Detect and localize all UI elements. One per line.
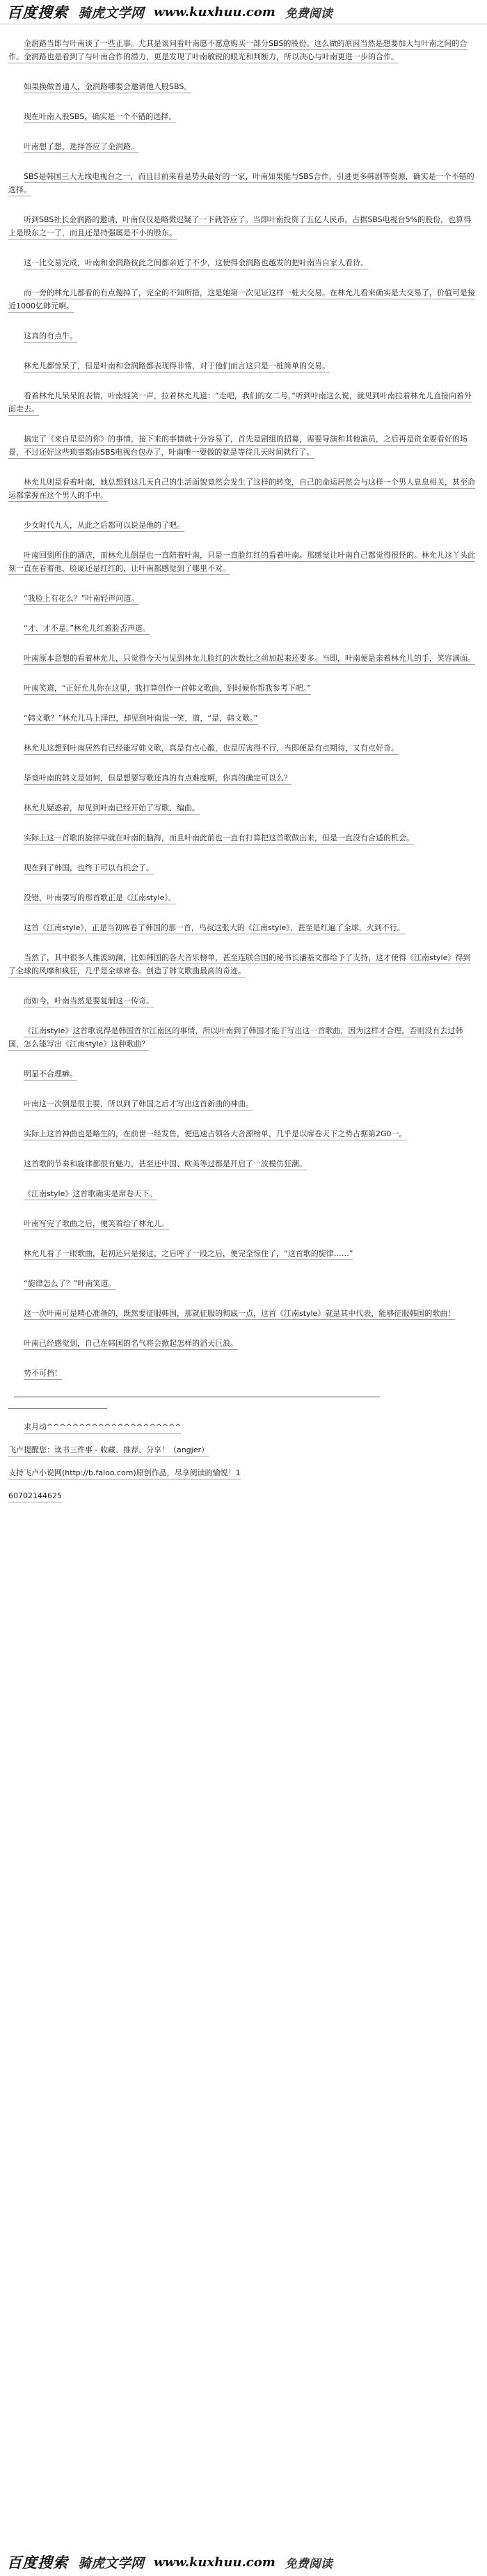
- paragraph: 叶南笑道，“正好允儿你在这里，我打算创作一首韩文歌曲，到时候你帮我参考下吧。”: [24, 684, 311, 693]
- paragraph: 叶南写完了歌曲之后，便笑着给了林允儿。: [24, 1219, 169, 1228]
- paragraph: 毕竟叶南的韩文是如何，但是想要写歌还真的有点难度啊，你真的确定可以么？: [24, 773, 292, 783]
- banner-brand-2: 骑虎文学网: [78, 5, 145, 21]
- paragraph: 这一比交易完成，叶南和金润路彼此之间都亲近了不少，这使得金润路也越发的把叶南当自家人看待。: [24, 258, 368, 267]
- chapter-content: [0, 37, 487, 1502]
- paragraph: “韩文歌？”林允儿马上泽巴，却见到叶南说一笑，道，“是，韩文歌。”: [24, 714, 258, 723]
- banner-brand-3: 免费阅读: [285, 2557, 333, 2571]
- paragraph: 看着林允儿呆呆的表情，叶南轻笑一声，拉着林允儿道：“走吧，我们的女二号，”听到叶南这么说，就见到叶南拉着林允儿直接向着外面走去。: [8, 391, 472, 414]
- paragraph: 实际上这首神曲也是略生的，在前世一经发售，便迅速占领各大音源榜单，几乎是以席卷天下之势占据第2G0一。: [24, 1129, 407, 1138]
- banner-brand-3: 免费阅读: [285, 6, 333, 21]
- paragraph: 而如今，叶南当然是要复制这一传奇。: [24, 996, 154, 1005]
- site-banner-bottom-wrapper: [0, 2550, 487, 2574]
- paragraph: 叶南想了想，选择答应了金润路。: [24, 142, 138, 151]
- document-code: 60702144625: [8, 1491, 62, 1500]
- paragraph: 叶南已经感觉到，自己在韩国的名气将会掀起怎样的滔天巨浪。: [24, 1339, 238, 1348]
- reading-reminder: 飞卢提醒您：读书三件事 - 收藏、推荐、分享！（angjer）: [8, 1445, 209, 1454]
- banner-site-url[interactable]: www.kuxhuu.com: [154, 2554, 276, 2570]
- paragraph: 如果换做普通人，金润路哪要会邀请他人股SBS。: [24, 82, 192, 91]
- paragraph: 实际上这一首歌的旋律早就在叶南的脑海，而且叶南此前也一直有打算把这首歌做出来，但是一直没有合适的机会。: [24, 833, 414, 842]
- paragraph: 少女时代九人，从此之后都可以说是他的了吧。: [24, 521, 184, 530]
- paragraph: 林允儿疑惑着，却见到叶南已经开始了写歌、编曲。: [24, 803, 200, 812]
- paragraph: 叶南回到所住的酒店，而林允儿倒是也一直陪着叶南，只是一直脸红红的看着叶南。那感觉让叶南自己都觉得很怪的。林允儿这丫头此刻一直在看着他，脸庞还是红红的，让叶南都感觉到了哪里不对。: [8, 551, 475, 573]
- paragraph: 林允儿这想到叶南居然有已经能写韩文歌，真是有点心酸，也是厉害得不行，当即便是有点期待，又有点好奇。: [24, 744, 399, 753]
- paragraph: 《江南style》这首歌说得是韩国首尔江南区的事情，所以叶南到了韩国才能于写出这一首歌曲，因为这样才合理，否则没有去过韩国，怎么能写出《江南style》这种歌曲？: [8, 1026, 463, 1049]
- paragraph: 《江南style》这首歌确实是席卷天下。: [24, 1189, 157, 1198]
- site-banner-bottom: [0, 2550, 487, 2574]
- paragraph: 这一次叶南可是精心准备的，既然要征服韩国，那就征服的彻底一点，这首《江南style》就是其中代表，能够征服韩国的歌曲！: [24, 1309, 456, 1318]
- paragraph: 林允儿都惊呆了，但是叶南和金润路都表现得非常，对于他们而言这只是一桩简单的交易。: [24, 361, 330, 370]
- site-banner-top: [0, 0, 487, 24]
- chapter-end-mark: 求月动^^^^^^^^^^^^^^^^^^^^^: [24, 1422, 182, 1431]
- paragraph: 这首《江南style》，正是当初席卷了韩国的那一首，鸟叔这张大的《江南style》，甚至是红遍了全球，火到不行。: [24, 923, 405, 932]
- paragraph: 林允儿看了一眼歌曲，起初还只是接过，之后呼了一段之后，便完全惊住了，“这首歌的旋律……”: [24, 1249, 353, 1258]
- paragraph: 听到SBS社长金润路的邀请，叶南仅仅是略微迟疑了一下就答应了。当即叶南投资了五亿人民币，占据SBS电视台5%的股份，也算得上是股东之一了，而且还是持强属是不小的股东。: [8, 215, 472, 237]
- paragraph: “才、才不是。”林允儿红着脸否声道。: [24, 624, 150, 633]
- paragraph: 搞定了《来自星星的你》的事情，接下来的事情就十分容易了，首先是剧组的招募，需要导演和其他演员，之后再是资金要看好的场景，不过还好这些琐事都由SBS电视台包办了，叶南唯一要做的就是等待几天时间就行了。: [8, 434, 468, 457]
- paragraph: “旋律怎么了？”叶南笑道。: [24, 1279, 116, 1288]
- paragraph: 金润路当即与叶南谈了一些正事。尤其是谈问看叶南愿不愿意购买一部分SBS的股份。这么做的原因当然是想要加大与叶南之间的合作。金润路也是看到了与叶南合作的潜力，更是发现了叶南敏锐的眼光和判断力，所以决心与叶南更进一步的合作。: [8, 39, 468, 61]
- paragraph: 这首歌的节奏和旋律都很有魅力，甚至还中国、欧美等过都是开启了一波模仿狂潮。: [24, 1159, 307, 1168]
- paragraph: 这真的有点牛。: [24, 331, 77, 340]
- paragraph: 明显不合理嘛。: [24, 1069, 77, 1078]
- paragraph: 没错，叶南要写的那首歌正是《江南style》。: [24, 893, 176, 902]
- paragraph: 势不可挡！: [24, 1369, 62, 1378]
- paragraph: 叶南这一次倒是很主要，所以到了韩国之后才写出这首新曲的神曲。: [24, 1099, 253, 1108]
- paragraph: 叶南原本意想的看着林允儿，只觉得今天与见到林允儿脸红的次数比之前加起来还要多。当即，叶南便是亲着林允儿的手，笑容满面。: [24, 654, 475, 663]
- paragraph: 林允儿则是看着叶南，她总想到这几天自己的生活面貌竟然会发生了这样的转变，自己的命运居然会与这样一个男人息息相关，甚至命运都掌握在这个男人的手中。: [8, 478, 475, 500]
- banner-site-url[interactable]: www.kuxhuu.com: [154, 4, 276, 19]
- paragraph: 现在到了韩国，也终于可以有机会了。: [24, 863, 154, 872]
- paragraph: “我脸上有花么？”叶南轻声问道。: [24, 594, 139, 603]
- support-notice[interactable]: 支持飞卢小说网(http://b.faloo.com)原创作品，尽享阅读的愉悦！1: [8, 1468, 241, 1477]
- end-divider-short: [8, 1408, 107, 1409]
- banner-brand-2: 骑虎文学网: [78, 2555, 145, 2571]
- paragraph: 而一旁的林允儿都看的有点傻掉了，完全的不知所措，这是她第一次见证这样一桩大交易。在林允儿看来确实是大交易了，价值可是接近1000亿韩元啊。: [8, 288, 475, 311]
- paragraph: 当然了，其中很多人推波助澜，比如韩国的各大音乐榜单，甚至连联合国的秘书长潘基文都给予了支持，这才使得《江南style》得到了全球的风靡和疯狂，几乎是全球席卷。创造了韩文歌曲最高的奇迹。: [8, 953, 471, 975]
- banner-brand-1: 百度搜索: [7, 2554, 68, 2571]
- paragraph: 现在叶南入股SBS，确实是一个不错的选择。: [24, 112, 177, 121]
- paragraph: SBS是韩国三大无线电视台之一，而且目前来看是势头最好的一家，叶南如果能与SBS合作，引进更多韩剧等资源，确实是一个不错的选择。: [8, 172, 474, 194]
- banner-brand-1: 百度搜索: [7, 3, 68, 21]
